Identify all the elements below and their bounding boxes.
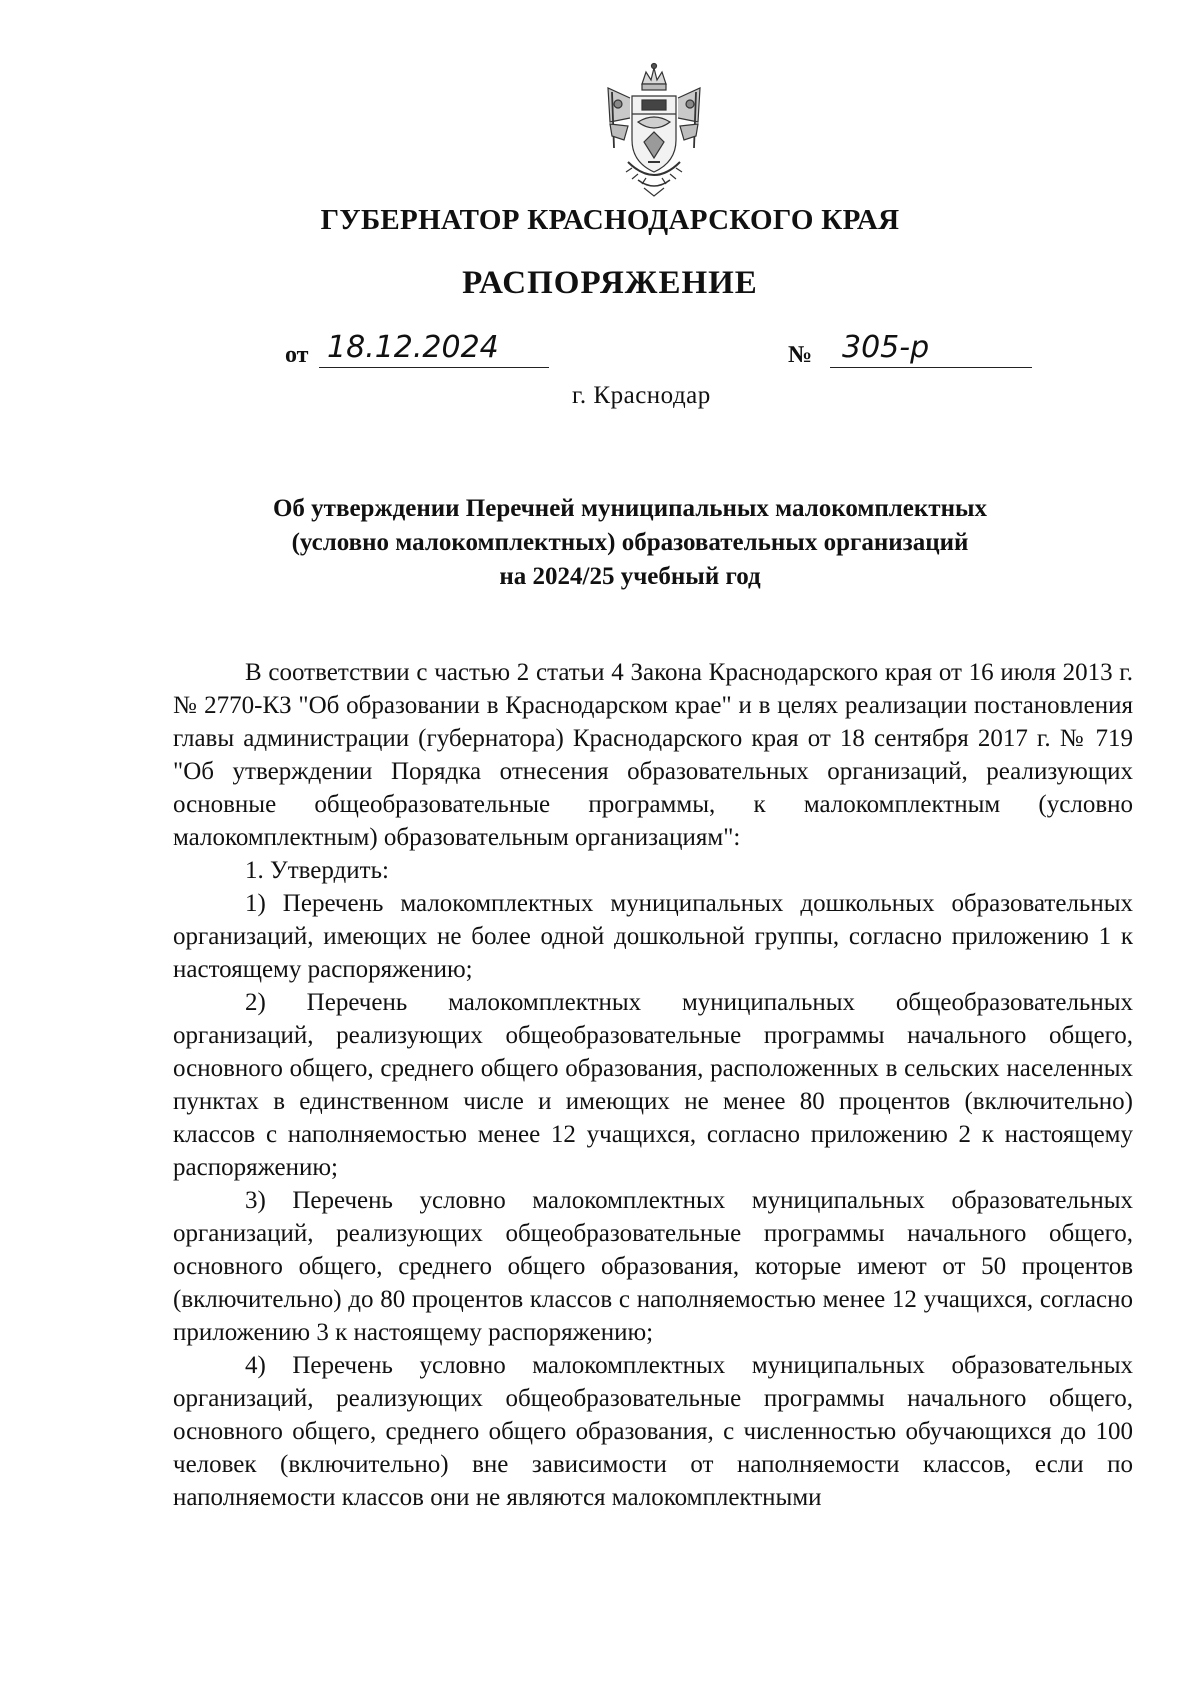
issuing-authority: ГУБЕРНАТОР КРАСНОДАРСКОГО КРАЯ xyxy=(320,204,900,236)
paragraph-subitem-1: 1) Перечень малокомплектных муниципальных дошкольных образовательных организаций, имеющих не более одной дошкольной группы, согласно приложению 1 к настоящему распоряжению; xyxy=(173,890,1133,983)
title-line: Об утверждении Перечней муниципальных малокомплектных xyxy=(272,495,988,522)
paragraph-subitem-2: 2) Перечень малокомплектных муниципальных общеобразовательных организаций, реализующих общеобразовательные программы начального общего, основного общего, среднего общего образования, расположенных в сельских населенных пунктах в единственном числе и имеющих не менее 80 процентов (включительно) классов с наполняемостью менее 12 учащихся, согласно приложению 2 к настоящему распоряжению; xyxy=(173,989,1133,1181)
document-title xyxy=(200,492,1060,594)
paragraph-item-1: 1. Утвердить: xyxy=(245,857,389,884)
title-line: на 2024/25 учебный год xyxy=(499,563,761,590)
document-date: 18.12.2024 xyxy=(319,330,549,368)
title-line: (условно малокомплектных) образовательных организаций xyxy=(291,529,969,556)
document-type: РАСПОРЯЖЕНИЕ xyxy=(462,265,758,301)
document-number: 305-р xyxy=(830,330,1032,368)
paragraph-subitem-4: 4) Перечень условно малокомплектных муниципальных образовательных организаций, реализующих общеобразовательные программы начального общего, основного общего, среднего общего образования, с численностью обучающихся до 100 человек (включительно) вне зависимости от наполняемости классов, если по наполняемости классов они не являются малокомплектными xyxy=(173,1352,1133,1511)
paragraph-subitem-3: 3) Перечень условно малокомплектных муниципальных образовательных организаций, реализующих общеобразовательные программы начального общего, основного общего, среднего общего образования, которые имеют от 50 процентов (включительно) до 80 процентов классов с наполняемостью менее 12 учащихся, согласно приложению 3 к настоящему распоряжению; xyxy=(173,1187,1133,1346)
number-prefix: № xyxy=(788,342,813,368)
document-body xyxy=(173,656,1133,1514)
paragraph-preamble: В соответствии с частью 2 статьи 4 Закона Краснодарского края от 16 июля 2013 г. № 2770-КЗ "Об образовании в Краснодарском крае" и в целях реализации постановления главы администрации (губернатора) Краснодарского края от 18 сентября 2017 г. № 719 "Об утверждении Порядка отнесения образовательных организаций, реализующих основные общеобразовательные программы, к малокомплектным (условно малокомплектным) образовательным организациям": xyxy=(173,659,1133,851)
coat-of-arms-icon xyxy=(598,62,710,202)
date-prefix: от xyxy=(285,342,309,368)
city: г. Краснодар xyxy=(572,382,711,409)
